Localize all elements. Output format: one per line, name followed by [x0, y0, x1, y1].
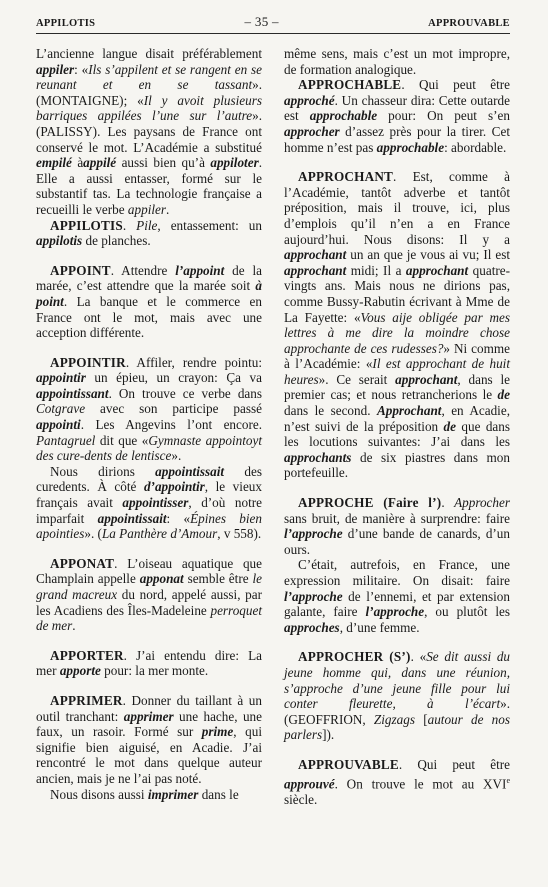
entry-paragraph [36, 693, 262, 787]
entry-paragraph [36, 218, 262, 249]
cited-word: appiler [36, 61, 75, 77]
cited-word: apprimer [123, 708, 174, 724]
text-run: siècle. [284, 791, 318, 807]
text-run: ». (PALISSY). Les paysans de France ont conservé le mot. L’Académie a substitué [36, 108, 262, 155]
text-run: , qui signifie bien aiguisé, en Acadie. J’ai rencontré le mot dans quelque auteur ancien, mais je ne l’ai pas noté. [36, 724, 262, 786]
text-run: de planches. [82, 233, 151, 249]
text-run: dans le [198, 786, 239, 802]
cited-word: de [497, 387, 510, 403]
italic-run: Cotgrave [36, 401, 86, 417]
cited-word: l’approche [284, 526, 343, 542]
entry-approchable [284, 77, 510, 155]
entry-appilotis [36, 218, 262, 249]
entry-paragraph [284, 757, 510, 807]
text-run: . La banque et le commerce en France ont le mot, mais avec une acception différente. [36, 293, 262, 341]
entry-paragraph [284, 77, 510, 155]
italic-run: le grand macreux [36, 571, 262, 602]
entry-approche [284, 495, 510, 635]
cited-word: approcher [284, 123, 340, 139]
entry-paragraph [36, 787, 262, 803]
cited-word: l’approche [365, 604, 425, 620]
headword: APPRIMER [50, 692, 123, 708]
cited-word: appointissant [36, 385, 109, 401]
cited-word: apporte [59, 663, 101, 679]
cited-word: approches [284, 619, 340, 635]
entry-appiler-cont [36, 46, 262, 218]
entry-paragraph [36, 263, 262, 341]
text-run: C’était, autrefois, en France, une expression militaire. On disait: faire [284, 557, 510, 588]
entry-paragraph [284, 495, 510, 557]
cited-word: approchable [309, 108, 378, 124]
text-run: Nous dirions [50, 463, 156, 479]
text-run: quatre-vingts ans. Mais nous ne dirions pas, comme Bussy-Rabutin écrivant à Mme de La Fayette: « [284, 262, 510, 325]
cited-word: prime [201, 724, 234, 740]
text-run: midi; Il a [346, 262, 406, 278]
text-run: . Donner du taillant à un outil tranchant: [36, 692, 262, 724]
entry-paragraph [36, 556, 262, 634]
text-run: . L’oiseau aquatique que Champlain appelle [36, 555, 262, 587]
text-run: avec son participe passé [85, 401, 262, 417]
entry-paragraph [284, 46, 510, 77]
text-run: d’une bande de canards, d’un ours. [284, 526, 510, 557]
text-run: : abordable. [444, 139, 507, 155]
text-run: même sens, mais c’est un mot impropre, de formation analogique. [284, 46, 510, 77]
text-run: pour: la mer monte. [100, 663, 209, 679]
cited-word: l’appoint [175, 262, 225, 278]
text-run: , v 558). [217, 526, 262, 542]
text-run: du nord, appelé aussi, par les Acadiens des Îles-Madeleine [36, 587, 262, 618]
text-run: un an que je vous ai vu; Il est [346, 247, 510, 263]
italic-run: Épines bien apointies [36, 510, 262, 542]
running-header [36, 14, 510, 34]
headword: APPROCHABLE [298, 77, 402, 93]
text-run: dit que « [95, 432, 149, 448]
text-run: à [71, 155, 84, 171]
text-run: . [166, 201, 170, 217]
entry-paragraph [284, 557, 510, 635]
text-run: , le vieux français avait [36, 479, 262, 511]
entry-paragraph [36, 464, 262, 542]
text-run: . Qui peut être [398, 756, 510, 772]
text-run: Nous disons aussi [50, 786, 148, 802]
text-run: ». (GEOFFRION, [284, 696, 510, 727]
text-run: . [72, 618, 76, 634]
text-run: aussi bien qu’à [116, 155, 211, 171]
text-run: . Elle a aussi entasser, formé sur le substantif tas. La technologie française a recueilli le verbe [36, 155, 262, 217]
text-run: sans bruit, de manière à surprendre: faire [284, 510, 510, 526]
headword: APPORTER [50, 647, 124, 663]
italic-run: appiler [127, 201, 167, 217]
cited-word: appointir [36, 370, 86, 386]
entry-apporter [36, 648, 262, 679]
text-run: L’ancienne langue disait préférablement [36, 46, 262, 61]
cited-word: imprimer [147, 786, 199, 802]
text-run: , d’une femme. [339, 619, 420, 635]
headword: APPONAT [50, 555, 115, 571]
entry-paragraph [36, 648, 262, 679]
text-run: . Attendre [110, 262, 176, 278]
cited-word: Approchant [376, 403, 442, 419]
right-column [284, 46, 510, 821]
cited-word: apponat [139, 571, 184, 587]
text-run: . On trouve le mot au XVI [334, 775, 507, 791]
entry-apponat [36, 556, 262, 634]
text-run: dans le second. [284, 403, 377, 419]
cited-word: de [443, 418, 456, 434]
italic-run: Approcher [454, 495, 510, 511]
cited-word: appointi [36, 417, 81, 433]
header-last-headword: APPROUVABLE [428, 18, 510, 29]
italic-run: perroquet de mer [36, 602, 262, 634]
cited-word: appiloter [210, 155, 259, 171]
headword: APPROCHE (Faire l’) [298, 495, 442, 511]
entry-approcher [284, 649, 510, 743]
italic-run: Il y avoit plusieurs barriques appilées l’une sur l’autre [36, 92, 262, 124]
superscript: e [506, 775, 510, 785]
text-run: : « [74, 61, 89, 77]
cited-word: approchants [284, 449, 352, 465]
text-run: une hache, une faux, un rasoir. Formé sur [36, 708, 262, 740]
text-run: des curedents. À côté [36, 463, 262, 495]
headword: APPOINTIR [50, 354, 126, 370]
cited-word: d’appointir [143, 479, 205, 495]
text-run: : « [166, 510, 191, 526]
entry-paragraph [36, 46, 262, 218]
cited-word: à point [36, 278, 262, 309]
text-run: de six piastres dans mon portefeuille. [284, 449, 510, 481]
entry-appoint [36, 263, 262, 341]
entry-paragraph [284, 169, 510, 481]
cited-word: empilé [36, 155, 72, 171]
text-run: , en Acadie, n’est suivi de la préposition [284, 403, 511, 434]
cited-word: appilé [83, 155, 117, 171]
italic-run: La Panthère d’Amour [101, 526, 218, 542]
entry-approchant [284, 169, 510, 481]
headword: APPROCHER (S’) [298, 649, 411, 665]
text-run: un épieu, un crayon: Ça va [85, 370, 262, 386]
text-run: . Les Angevins l’ont encore. [80, 417, 262, 433]
text-run: d’assez près pour la tirer. Cet homme n’est pas [284, 123, 510, 155]
left-column [36, 46, 262, 821]
cited-word: approchant [405, 262, 469, 278]
text-run: ]). [322, 727, 335, 743]
entry-approuvable [284, 757, 510, 807]
text-run: . Est, comme à l’Académie, tantôt adverbe et tantôt préposition, mais il trouve, ici, plus d’emplois qu’il n’en a en France aujourd’hui. Nous disons: Il y a [284, 169, 510, 247]
entry-appointir [36, 355, 262, 542]
text-run: ». Ce serait [318, 371, 396, 387]
italic-run: Ils s’appilent et se rangent en se reunant et en se tassant [36, 61, 262, 93]
columns [36, 46, 510, 821]
italic-run: Pile [136, 217, 158, 233]
text-run: [ [414, 711, 428, 727]
text-run: . On trouve ce verbe dans [108, 385, 262, 401]
headword: APPROCHANT [298, 169, 394, 185]
text-run: » Ni comme à l’Académie: « [284, 340, 510, 372]
cited-word: approchant [395, 371, 458, 387]
text-run: , ou plutôt les [424, 604, 510, 620]
entry-paragraph [36, 355, 262, 464]
text-run: . [441, 495, 455, 511]
italic-run: Zigzags [373, 711, 415, 727]
cited-word: appointisser [122, 495, 189, 511]
italic-run: Gymnaste appointoyt des cure-dents de lentisce [36, 432, 262, 464]
entry-paragraph [284, 649, 510, 743]
cited-word: approuvé [284, 775, 335, 791]
text-run: semble être [183, 571, 253, 587]
headword: APPOINT [50, 262, 111, 278]
cited-word: approché [284, 92, 335, 108]
cited-word: appilotis [36, 233, 83, 249]
text-run: . Un chasseur dira: Cette outarde est [284, 92, 510, 124]
text-run: ». (MONTAIGNE); « [36, 77, 262, 108]
text-run: . Qui peut être [401, 77, 510, 93]
cited-word: approchable [376, 139, 445, 155]
text-run: , dans le premier cas; et nous retrancherions le [284, 371, 510, 403]
italic-run: Pantagruel [36, 432, 96, 448]
page-number: – 35 – [244, 14, 279, 29]
cited-word: l’approche [284, 588, 343, 604]
text-run: . « [410, 649, 427, 665]
italic-run: autour de nos parlers [284, 711, 510, 743]
text-run: . Affiler, rendre pointu: [125, 354, 262, 370]
cited-word: appointissait [97, 510, 167, 526]
text-run: que dans les locutions suivantes: J’ai dans les [284, 418, 510, 450]
text-run: , d’où notre imparfait [36, 495, 262, 526]
text-run: , entassement: un [157, 217, 262, 233]
cited-word: appointissait [155, 463, 225, 479]
italic-run: Vous aije obligée par mes lettres à me dire la moindre chose approchante de ces rudesses? [284, 309, 510, 356]
text-run: . [122, 217, 137, 233]
headword: APPILOTIS [50, 217, 123, 233]
text-run: pour: On peut s’en [377, 108, 510, 124]
text-run: de la marée, c’est attendre que la marée soit [36, 262, 262, 294]
entry-apprimer [36, 693, 262, 802]
cited-word: approchant [284, 247, 347, 263]
text-run: ». [171, 448, 182, 464]
italic-run: Se dit aussi du jeune homme qui, dans une réunion, s’approche d’une jeune fille pour lui conter fleurette, à l’écart [284, 649, 511, 712]
text-run: de l’ennemi, et par extension galante, faire [284, 588, 510, 620]
header-first-headword: APPILOTIS [36, 18, 96, 29]
entry-apprimer-cont [284, 46, 510, 77]
text-run: . J’ai entendu dire: La mer [36, 647, 262, 679]
cited-word: approchant [284, 262, 347, 278]
headword: APPROUVABLE [298, 756, 399, 772]
text-run: ». ( [84, 526, 102, 542]
italic-run: Il est approchant de huit heures [284, 356, 510, 387]
